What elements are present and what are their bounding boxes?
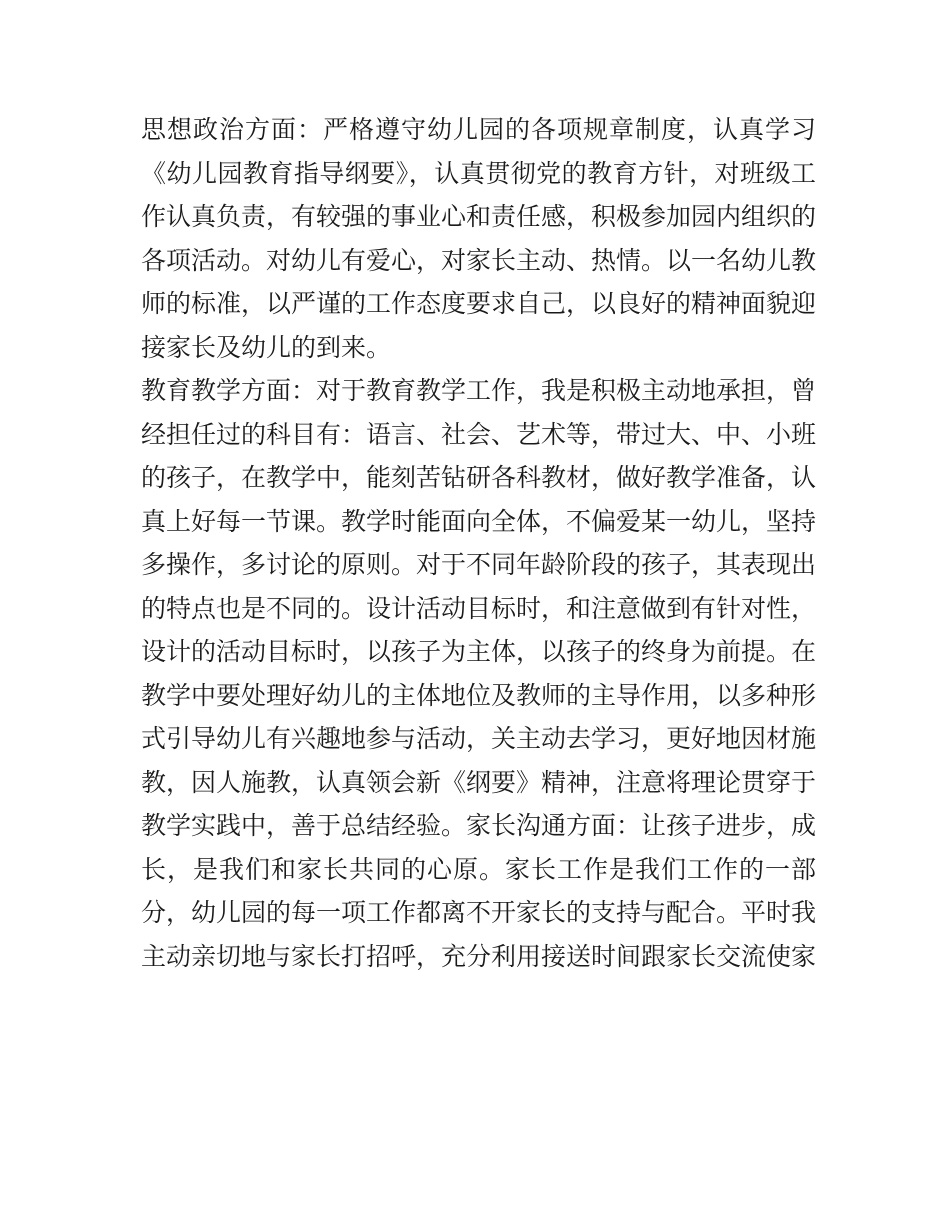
text-line: 长，是我们和家长共同的心原。家长工作是我们工作的一部 (141, 854, 816, 884)
text-line: 设计的活动目标时，以孩子为主体，以孩子的终身为前提。在 (141, 637, 816, 666)
text-line: 教育教学方面：对于教育教学工作，我是积极主动地承担，曾 (141, 376, 816, 405)
text-line: 式引导幼儿有兴趣地参与活动，关主动去学习，更好地因材施 (141, 724, 816, 753)
text-line: 教，因人施教，认真领会新《纲要》精神，注意将理论贯穿于 (141, 767, 816, 797)
text-line: 的特点也是不同的。设计活动目标时，和注意做到有针对性， (141, 593, 816, 623)
text-line: 教学中要处理好幼儿的主体地位及教师的主导作用，以多种形 (141, 680, 816, 710)
text-line: 的孩子，在教学中，能刻苦钻研各科教材，做好教学准备，认 (141, 463, 816, 492)
document-body (141, 108, 816, 978)
text-line: 《幼儿园教育指导纲要》，认真贯彻党的教育方针，对班级工 (141, 158, 816, 188)
text-line: 分，幼儿园的每一项工作都离不开家长的支持与配合。平时我 (141, 898, 816, 927)
text-line: 思想政治方面：严格遵守幼儿园的各项规章制度，认真学习 (141, 115, 816, 144)
text-line: 各项活动。对幼儿有爱心，对家长主动、热情。以一名幼儿教 (141, 245, 816, 275)
text-line: 经担任过的科目有：语言、社会、艺术等，带过大、中、小班 (141, 419, 816, 449)
text-line: 作认真负责，有较强的事业心和责任感，积极参加园内组织的 (141, 202, 816, 231)
text-line: 师的标准，以严谨的工作态度要求自己，以良好的精神面貌迎 (141, 289, 816, 318)
text-line: 教学实践中，善于总结经验。家长沟通方面：让孩子进步，成 (141, 811, 816, 840)
text-line: 主动亲切地与家长打招呼，充分利用接送时间跟家长交流使家 (141, 941, 816, 971)
text-line: 真上好每一节课。教学时能面向全体，不偏爱某一幼儿，坚持 (141, 506, 816, 536)
text-line: 接家长及幼儿的到来。 (141, 332, 392, 362)
text-line: 多操作，多讨论的原则。对于不同年龄阶段的孩子，其表现出 (141, 550, 816, 579)
